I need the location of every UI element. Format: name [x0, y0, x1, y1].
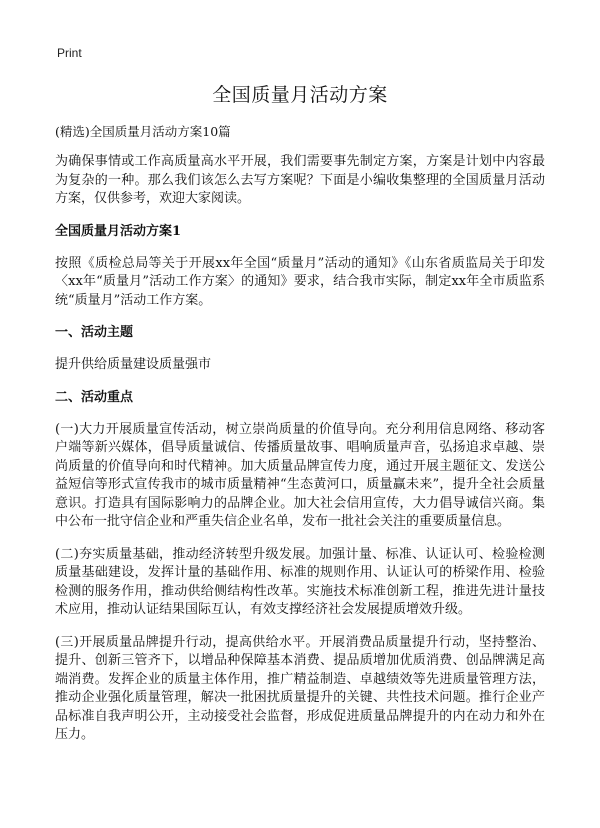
- theme-heading: 一、活动主题: [55, 325, 134, 340]
- theme-text: 提升供给质量建设质量强市: [55, 357, 212, 372]
- document-title: 全国质量月活动方案: [212, 84, 388, 106]
- section-1-heading: 全国质量月活动方案1: [55, 223, 182, 239]
- focus-item-1: (一)大力开展质量宣传活动，树立崇尚质量的价值导向。充分利用信息网络、移动客户端等新兴媒体，倡导质量诚信、传播质量故事、唱响质量声音，弘扬追求卓越、崇尚质量的价值导向和时代精神。加大质量品牌宣传力度，通过开展主题征文、发送公益短信等形式宣传我市的城市质量精神“生态黄河口，质量赢未来”，提升全社会质量意识。打造具有国际影响力的品牌企业。加大社会信用宣传，大力倡导诚信兴商。集中公布一批守信企业和严重失信企业名单，发布一批社会关注的重要质量信息。: [55, 421, 545, 529]
- focus-heading: 二、活动重点: [55, 389, 134, 405]
- intro-paragraph: 为确保事情或工作高质量高水平开展，我们需要事先制定方案，方案是计划中内容最为复杂的一种。那么我们该怎么去写方案呢？下面是小编收集整理的全国质量月活动方案，仅供参考，欢迎大家阅读。: [55, 154, 545, 206]
- document-subtitle: (精选)全国质量月活动方案10篇: [55, 124, 231, 139]
- print-label: Print: [57, 46, 82, 60]
- document-body: [55, 80, 545, 759]
- section-1-paragraph: 按照《质检总局等关于开展xx年全国“质量月”活动的通知》《山东省质监局关于印发〈xx年“质量月”活动工作方案〉的通知》要求，结合我市实际，制定xx年全市质监系统“质量月”活动工作方案。: [55, 255, 545, 308]
- focus-item-3: (三)开展质量品牌提升行动，提高供给水平。开展消费品质量提升行动，坚持整治、提升、创新三管齐下，以增品种保障基本消费、提品质增加优质消费、创品牌满足高端消费。发挥企业的质量主体作用，推广精益制造、卓越绩效等先进质量管理方法，推动企业强化质量管理，解决一批困扰质量提升的关键、共性技术问题。推行企业产品标准自我声明公开，主动接受社会监督，形成促进质量品牌提升的内在动力和外在压力。: [55, 634, 545, 742]
- focus-item-2: (二)夯实质量基础，推动经济转型升级发展。加强计量、标准、认证认可、检验检测质量基础建设，发挥计量的基础作用、标准的规则作用、认证认可的桥梁作用、检验检测的服务作用，推动供给侧结构性改革。实施技术标准创新工程，推进先进计量技术应用，推动认证结果国际互认，有效支撑经济社会发展提质增效升级。: [55, 546, 545, 617]
